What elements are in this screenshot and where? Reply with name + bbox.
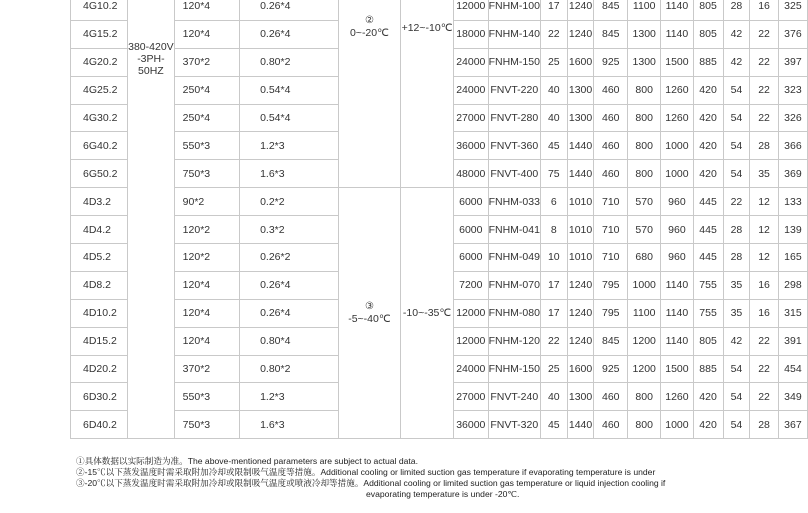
cell-dim-e: 755 <box>693 299 723 327</box>
cell-dim-e: 420 <box>693 411 723 439</box>
cell-motor-current: 1.2*3 <box>240 383 339 411</box>
cell-dim-a: 1300 <box>567 76 594 104</box>
cell-pipe-out: 16 <box>750 0 779 20</box>
cell-weight: 391 <box>778 327 807 355</box>
cell-dim-a: 1300 <box>567 104 594 132</box>
condition-cell <box>338 188 400 439</box>
cell-motor-current: 1.2*3 <box>240 132 339 160</box>
cell-dim-d: 1500 <box>661 355 693 383</box>
cell-fan-qty: 75 <box>540 160 567 188</box>
footnote-3-continued: evaporating temperature is under -20℃. <box>366 489 520 499</box>
cell-model: 4D15.2 <box>71 327 128 355</box>
cell-pipe-out: 35 <box>750 160 779 188</box>
cell-dim-b: 795 <box>594 271 628 299</box>
cell-dim-c: 800 <box>628 411 661 439</box>
cell-pipe-in: 35 <box>723 299 750 327</box>
cell-weight: 349 <box>778 383 807 411</box>
cell-motor-current: 0.26*4 <box>240 20 339 48</box>
cell-motor-power: 120*4 <box>174 0 239 20</box>
cell-model: 6D30.2 <box>71 383 128 411</box>
cell-motor-power: 120*4 <box>174 327 239 355</box>
condition-cell <box>338 0 400 188</box>
cell-dim-a: 1010 <box>567 188 594 216</box>
cell-weight: 323 <box>778 76 807 104</box>
cell-dim-a: 1240 <box>567 0 594 20</box>
cell-dim-e: 805 <box>693 0 723 20</box>
cell-motor-power: 120*4 <box>174 299 239 327</box>
room-temp-cell <box>401 0 454 188</box>
room-temp-range: +12~-10℃ <box>401 22 453 34</box>
evaporating-temp-range: -5~-40℃ <box>348 313 391 326</box>
cell-motor-power: 370*2 <box>174 48 239 76</box>
cell-pipe-out: 22 <box>750 383 779 411</box>
cell-dim-c: 800 <box>628 160 661 188</box>
spec-table <box>70 0 808 439</box>
cell-dim-a: 1440 <box>567 132 594 160</box>
cell-capacity: 24000 <box>454 355 489 383</box>
cell-dim-e: 420 <box>693 104 723 132</box>
cell-dim-c: 800 <box>628 383 661 411</box>
cell-model: 6D40.2 <box>71 411 128 439</box>
cell-capacity: 12000 <box>454 0 489 20</box>
cell-dim-e: 805 <box>693 327 723 355</box>
cell-dim-c: 800 <box>628 76 661 104</box>
cell-pipe-out: 16 <box>750 271 779 299</box>
cell-dim-d: 1140 <box>661 327 693 355</box>
cell-weight: 454 <box>778 355 807 383</box>
cell-weight: 369 <box>778 160 807 188</box>
footnotes <box>76 456 776 500</box>
cell-evaporator-model: FNVT-240 <box>488 383 540 411</box>
cell-pipe-in: 54 <box>723 76 750 104</box>
cell-model: 4D20.2 <box>71 355 128 383</box>
cell-motor-current: 0.26*4 <box>240 0 339 20</box>
table-row <box>71 188 808 216</box>
cell-pipe-in: 42 <box>723 48 750 76</box>
cell-dim-d: 1260 <box>661 76 693 104</box>
cell-model: 4G25.2 <box>71 76 128 104</box>
cell-dim-b: 460 <box>594 132 628 160</box>
cell-fan-qty: 40 <box>540 383 567 411</box>
cell-pipe-in: 54 <box>723 104 750 132</box>
cell-pipe-out: 12 <box>750 188 779 216</box>
cell-dim-b: 925 <box>594 355 628 383</box>
cell-dim-a: 1240 <box>567 20 594 48</box>
cell-capacity: 18000 <box>454 20 489 48</box>
footnote-2: ②-15℃以下蒸发温度时需采取附加冷却或限制吸气温度等措施。Additional cooling or limited suction gas temperature if evaporating temperature is under <box>76 467 656 477</box>
cell-fan-qty: 17 <box>540 271 567 299</box>
cell-capacity: 6000 <box>454 216 489 244</box>
cell-dim-b: 925 <box>594 48 628 76</box>
cell-dim-c: 800 <box>628 104 661 132</box>
cell-evaporator-model: FNHM-070 <box>488 271 540 299</box>
cell-dim-c: 1000 <box>628 271 661 299</box>
cell-dim-a: 1300 <box>567 383 594 411</box>
cell-dim-c: 570 <box>628 188 661 216</box>
cell-dim-e: 755 <box>693 271 723 299</box>
cell-pipe-out: 22 <box>750 327 779 355</box>
cell-dim-a: 1010 <box>567 244 594 272</box>
cell-weight: 165 <box>778 244 807 272</box>
cell-motor-power: 250*4 <box>174 104 239 132</box>
cell-evaporator-model: FNHM-150 <box>488 48 540 76</box>
cell-evaporator-model: FNHM-150 <box>488 355 540 383</box>
cell-dim-a: 1440 <box>567 411 594 439</box>
cell-pipe-in: 28 <box>723 0 750 20</box>
cell-dim-b: 460 <box>594 104 628 132</box>
cell-evaporator-model: FNHM-120 <box>488 327 540 355</box>
cell-evaporator-model: FNVT-400 <box>488 160 540 188</box>
cell-dim-e: 420 <box>693 132 723 160</box>
cell-dim-d: 1000 <box>661 132 693 160</box>
cell-dim-a: 1010 <box>567 216 594 244</box>
cell-dim-e: 445 <box>693 216 723 244</box>
table-row <box>71 0 808 20</box>
cell-model: 4G15.2 <box>71 20 128 48</box>
cell-dim-d: 1000 <box>661 411 693 439</box>
cell-weight: 367 <box>778 411 807 439</box>
power-supply-line: 380-420V <box>128 41 174 53</box>
cell-motor-power: 90*2 <box>174 188 239 216</box>
cell-capacity: 27000 <box>454 104 489 132</box>
cell-motor-power: 120*2 <box>174 216 239 244</box>
cell-pipe-in: 54 <box>723 132 750 160</box>
cell-dim-d: 960 <box>661 188 693 216</box>
cell-dim-d: 1500 <box>661 48 693 76</box>
cell-pipe-out: 28 <box>750 132 779 160</box>
cell-capacity: 24000 <box>454 76 489 104</box>
cell-dim-c: 1100 <box>628 0 661 20</box>
cell-dim-d: 1260 <box>661 383 693 411</box>
cell-dim-d: 1260 <box>661 104 693 132</box>
condition-number: ③ <box>364 301 374 313</box>
cell-capacity: 36000 <box>454 132 489 160</box>
cell-motor-power: 750*3 <box>174 160 239 188</box>
cell-capacity: 36000 <box>454 411 489 439</box>
cell-capacity: 12000 <box>454 327 489 355</box>
cell-weight: 298 <box>778 271 807 299</box>
cell-dim-b: 710 <box>594 188 628 216</box>
power-supply-cell <box>128 0 175 439</box>
cell-dim-a: 1240 <box>567 299 594 327</box>
cell-weight: 376 <box>778 20 807 48</box>
cell-pipe-in: 28 <box>723 244 750 272</box>
cell-evaporator-model: FNHM-140 <box>488 20 540 48</box>
cell-motor-current: 0.54*4 <box>240 104 339 132</box>
cell-dim-b: 845 <box>594 0 628 20</box>
cell-dim-c: 1200 <box>628 327 661 355</box>
cell-dim-b: 460 <box>594 160 628 188</box>
cell-pipe-out: 22 <box>750 20 779 48</box>
cell-dim-e: 420 <box>693 76 723 104</box>
cell-capacity: 27000 <box>454 383 489 411</box>
cell-motor-current: 0.3*2 <box>240 216 339 244</box>
cell-weight: 325 <box>778 0 807 20</box>
cell-dim-c: 570 <box>628 216 661 244</box>
cell-dim-b: 710 <box>594 216 628 244</box>
cell-motor-current: 0.80*4 <box>240 327 339 355</box>
cell-pipe-in: 54 <box>723 355 750 383</box>
cell-weight: 315 <box>778 299 807 327</box>
cell-pipe-out: 22 <box>750 48 779 76</box>
condition-number: ② <box>364 15 374 26</box>
cell-model: 6G50.2 <box>71 160 128 188</box>
cell-dim-a: 1600 <box>567 355 594 383</box>
cell-fan-qty: 17 <box>540 299 567 327</box>
cell-dim-a: 1240 <box>567 327 594 355</box>
cell-evaporator-model: FNHM-049 <box>488 244 540 272</box>
cell-motor-current: 0.54*4 <box>240 76 339 104</box>
cell-dim-d: 1000 <box>661 160 693 188</box>
cell-dim-b: 845 <box>594 20 628 48</box>
cell-dim-e: 445 <box>693 244 723 272</box>
cell-motor-power: 550*3 <box>174 383 239 411</box>
cell-motor-power: 550*3 <box>174 132 239 160</box>
cell-pipe-out: 16 <box>750 299 779 327</box>
cell-motor-current: 0.26*4 <box>240 271 339 299</box>
cell-dim-d: 960 <box>661 216 693 244</box>
cell-evaporator-model: FNHM-041 <box>488 216 540 244</box>
cell-dim-c: 1300 <box>628 20 661 48</box>
cell-dim-e: 885 <box>693 355 723 383</box>
cell-dim-a: 1440 <box>567 160 594 188</box>
cell-motor-power: 250*4 <box>174 76 239 104</box>
cell-model: 4G10.2 <box>71 0 128 20</box>
cell-pipe-out: 22 <box>750 104 779 132</box>
cell-fan-qty: 10 <box>540 244 567 272</box>
cell-capacity: 6000 <box>454 188 489 216</box>
cell-motor-current: 0.26*2 <box>240 244 339 272</box>
cell-dim-e: 885 <box>693 48 723 76</box>
cell-dim-b: 710 <box>594 244 628 272</box>
cell-dim-b: 795 <box>594 299 628 327</box>
cell-pipe-in: 54 <box>723 160 750 188</box>
cell-dim-c: 1300 <box>628 48 661 76</box>
footnote-1: ①具体数据以实际制造为准。The above-mentioned parameters are subject to actual data. <box>76 456 418 466</box>
room-temp-cell <box>401 188 454 439</box>
cell-capacity: 24000 <box>454 48 489 76</box>
cell-evaporator-model: FNVT-220 <box>488 76 540 104</box>
cell-motor-power: 750*3 <box>174 411 239 439</box>
cell-weight: 326 <box>778 104 807 132</box>
cell-pipe-out: 28 <box>750 411 779 439</box>
cell-motor-current: 1.6*3 <box>240 411 339 439</box>
cell-pipe-in: 35 <box>723 271 750 299</box>
cell-dim-d: 960 <box>661 244 693 272</box>
cell-evaporator-model: FNVT-320 <box>488 411 540 439</box>
cell-motor-current: 0.2*2 <box>240 188 339 216</box>
cell-evaporator-model: FNHM-033 <box>488 188 540 216</box>
cell-pipe-out: 22 <box>750 76 779 104</box>
cell-dim-c: 800 <box>628 132 661 160</box>
cell-weight: 133 <box>778 188 807 216</box>
cell-capacity: 48000 <box>454 160 489 188</box>
cell-fan-qty: 6 <box>540 188 567 216</box>
cell-motor-current: 0.26*4 <box>240 299 339 327</box>
cell-evaporator-model: FNVT-280 <box>488 104 540 132</box>
cell-pipe-in: 42 <box>723 327 750 355</box>
cell-dim-b: 460 <box>594 411 628 439</box>
cell-dim-d: 1140 <box>661 20 693 48</box>
cell-dim-c: 1200 <box>628 355 661 383</box>
cell-fan-qty: 22 <box>540 327 567 355</box>
cell-dim-e: 805 <box>693 20 723 48</box>
cell-weight: 366 <box>778 132 807 160</box>
cell-model: 4G20.2 <box>71 48 128 76</box>
cell-fan-qty: 8 <box>540 216 567 244</box>
cell-weight: 397 <box>778 48 807 76</box>
cell-dim-b: 845 <box>594 327 628 355</box>
cell-motor-power: 120*2 <box>174 244 239 272</box>
cell-capacity: 7200 <box>454 271 489 299</box>
cell-dim-d: 1140 <box>661 299 693 327</box>
cell-dim-c: 1100 <box>628 299 661 327</box>
cell-dim-c: 680 <box>628 244 661 272</box>
cell-dim-b: 460 <box>594 383 628 411</box>
cell-fan-qty: 45 <box>540 411 567 439</box>
cell-fan-qty: 40 <box>540 104 567 132</box>
power-supply-line: 50HZ <box>138 65 164 77</box>
cell-pipe-in: 22 <box>723 188 750 216</box>
cell-motor-current: 0.80*2 <box>240 355 339 383</box>
cell-model: 4D4.2 <box>71 216 128 244</box>
cell-fan-qty: 40 <box>540 76 567 104</box>
cell-pipe-in: 42 <box>723 20 750 48</box>
cell-model: 4D10.2 <box>71 299 128 327</box>
cell-model: 4G30.2 <box>71 104 128 132</box>
cell-dim-b: 460 <box>594 76 628 104</box>
cell-model: 4D3.2 <box>71 188 128 216</box>
cell-weight: 139 <box>778 216 807 244</box>
cell-dim-a: 1600 <box>567 48 594 76</box>
cell-motor-power: 370*2 <box>174 355 239 383</box>
cell-evaporator-model: FNVT-360 <box>488 132 540 160</box>
cell-fan-qty: 17 <box>540 0 567 20</box>
cell-motor-current: 1.6*3 <box>240 160 339 188</box>
power-supply-line: -3PH- <box>137 53 165 65</box>
cell-fan-qty: 22 <box>540 20 567 48</box>
cell-capacity: 12000 <box>454 299 489 327</box>
footnote-3: ③-20℃以下蒸发温度时需采取附加冷却或限制吸气温度或喷液冷却等措施。Additional cooling or limited suction gas temperature or liquid injection cooling if <box>76 478 666 488</box>
cell-dim-d: 1140 <box>661 271 693 299</box>
cell-motor-power: 120*4 <box>174 20 239 48</box>
cell-model: 4D5.2 <box>71 244 128 272</box>
cell-dim-e: 420 <box>693 160 723 188</box>
cell-dim-e: 420 <box>693 383 723 411</box>
cell-motor-current: 0.80*2 <box>240 48 339 76</box>
cell-fan-qty: 25 <box>540 355 567 383</box>
cell-pipe-in: 28 <box>723 216 750 244</box>
cell-pipe-out: 12 <box>750 216 779 244</box>
cell-model: 4D8.2 <box>71 271 128 299</box>
cell-capacity: 6000 <box>454 244 489 272</box>
cell-pipe-in: 54 <box>723 383 750 411</box>
evaporating-temp-range: 0~-20℃ <box>349 27 389 39</box>
cell-dim-d: 1140 <box>661 0 693 20</box>
cell-evaporator-model: FNHM-080 <box>488 299 540 327</box>
cell-pipe-out: 12 <box>750 244 779 272</box>
cell-pipe-out: 22 <box>750 355 779 383</box>
cell-fan-qty: 25 <box>540 48 567 76</box>
room-temp-range: -10~-35℃ <box>402 307 452 320</box>
cell-dim-a: 1240 <box>567 271 594 299</box>
cell-evaporator-model: FNHM-100 <box>488 0 540 20</box>
cell-dim-e: 445 <box>693 188 723 216</box>
cell-fan-qty: 45 <box>540 132 567 160</box>
cell-model: 6G40.2 <box>71 132 128 160</box>
cell-motor-power: 120*4 <box>174 271 239 299</box>
cell-pipe-in: 54 <box>723 411 750 439</box>
